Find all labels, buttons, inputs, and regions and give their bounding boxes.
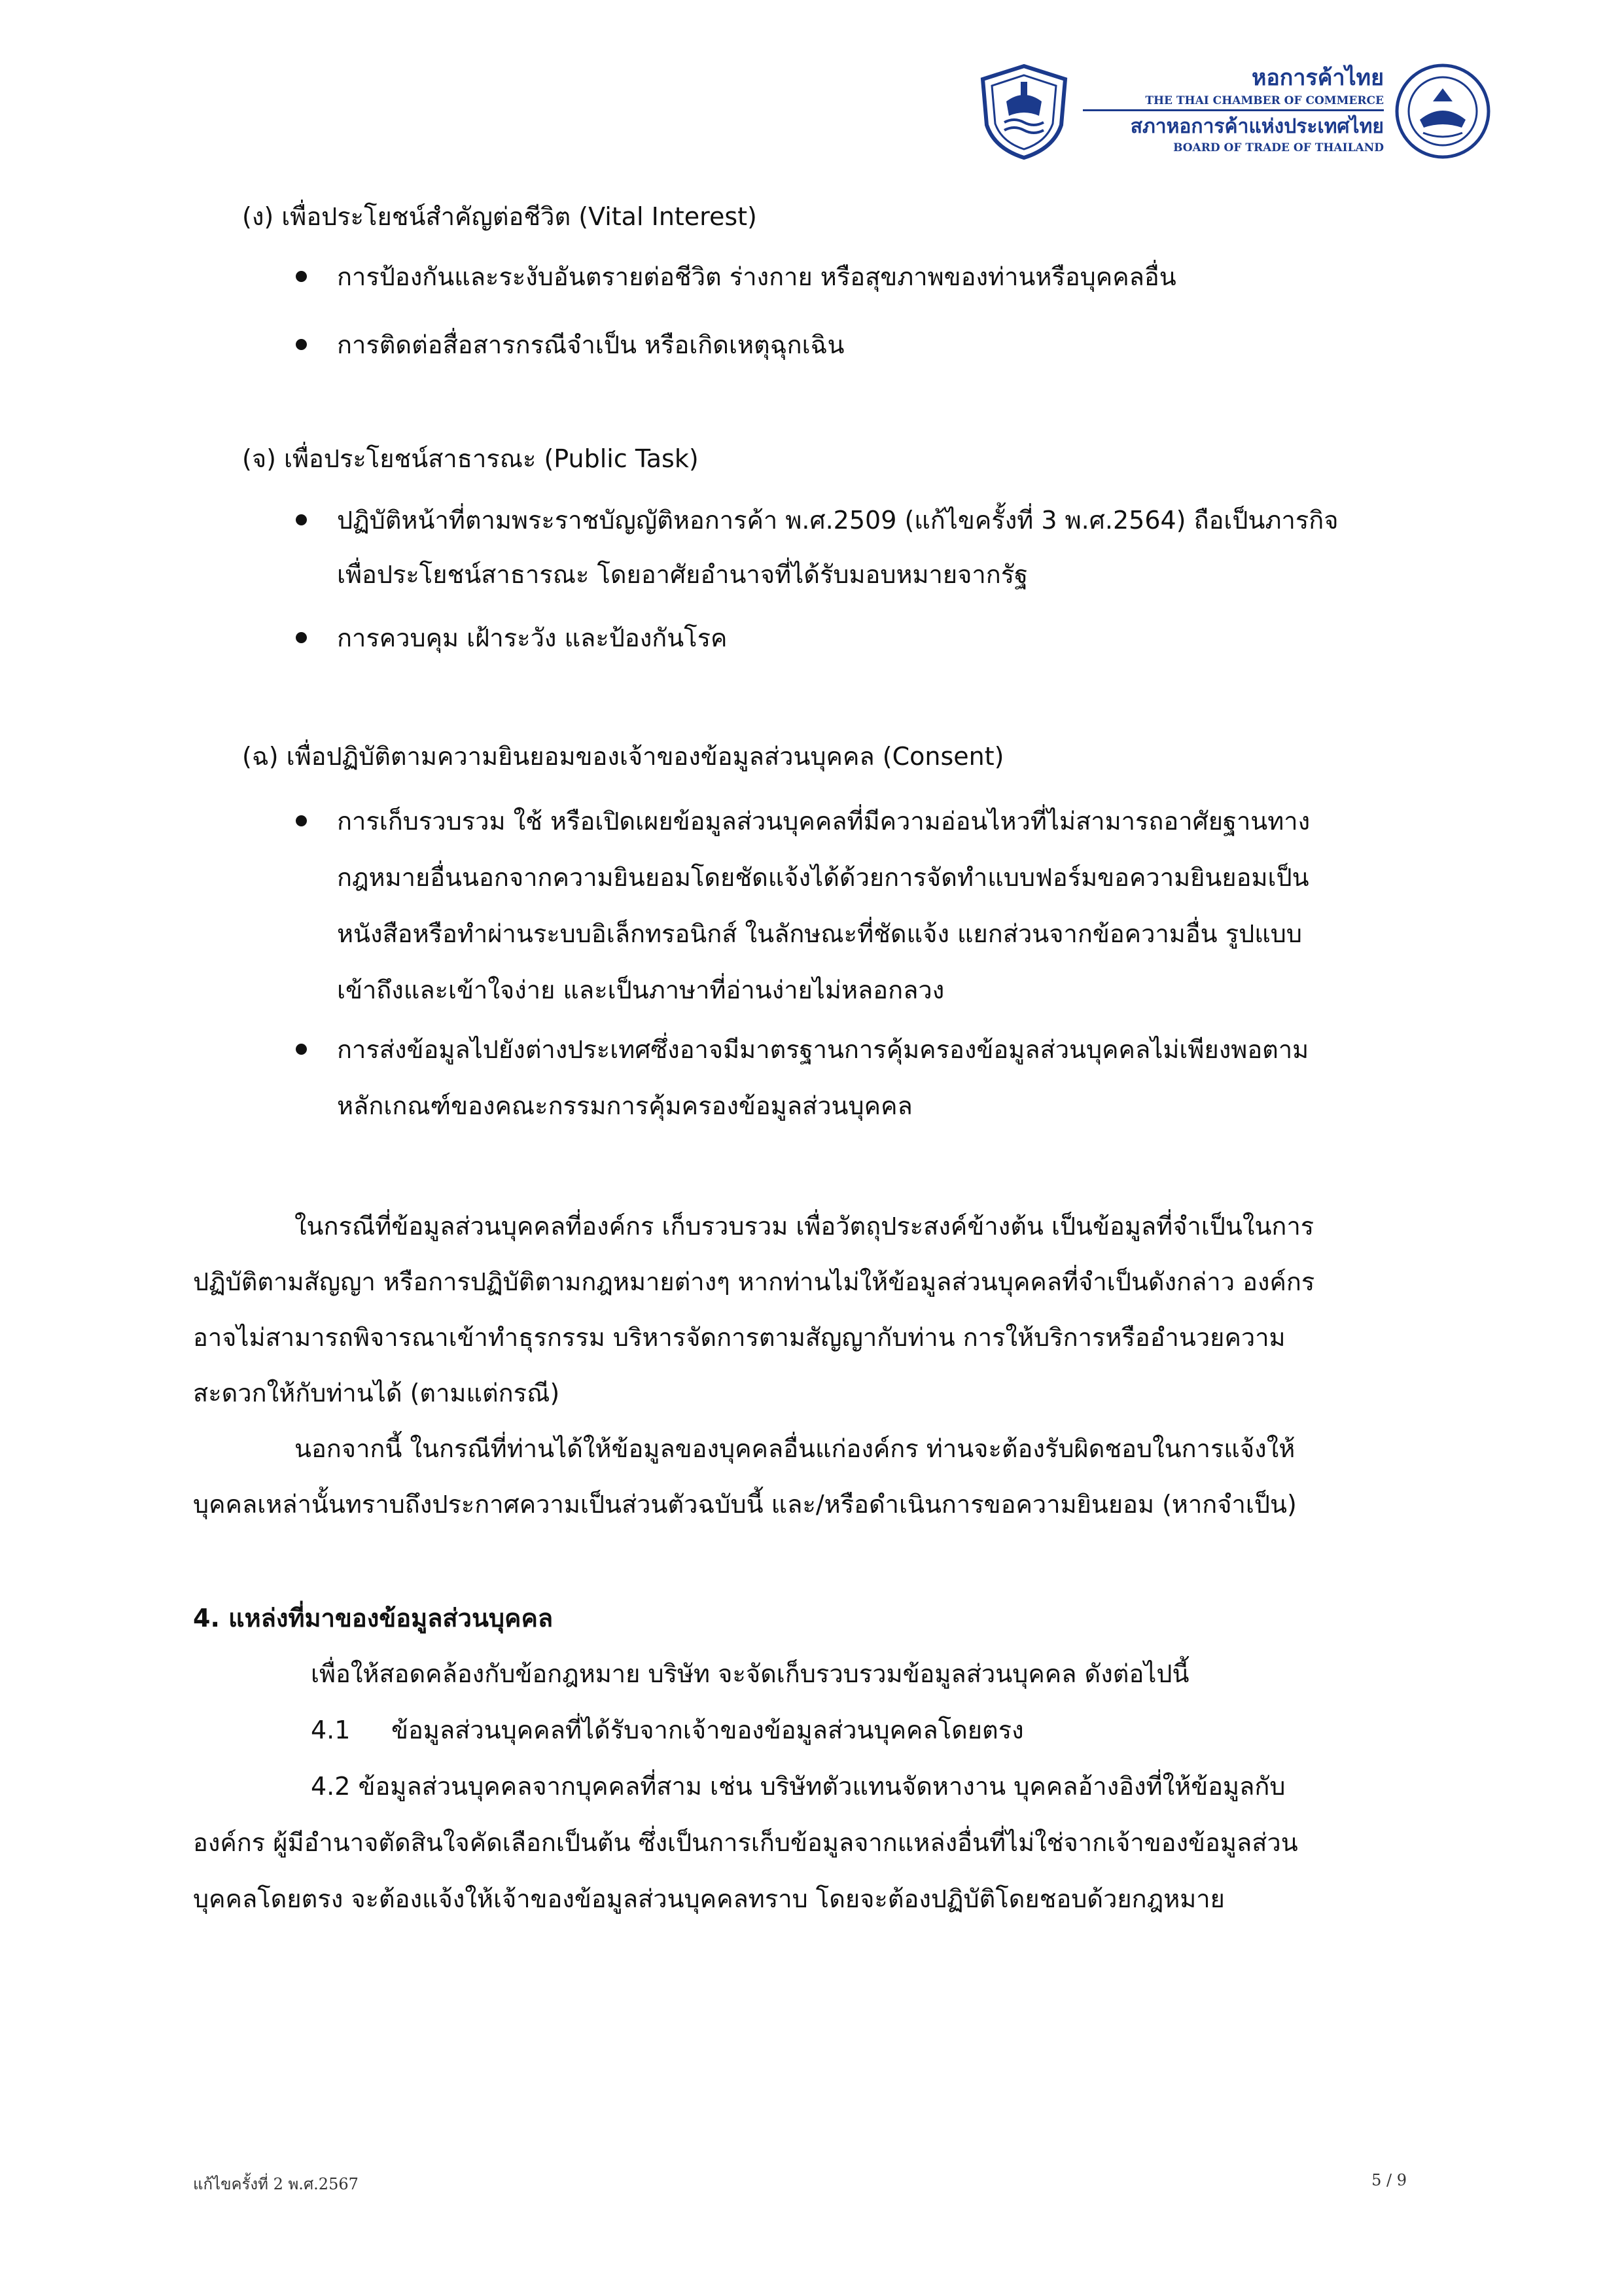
paragraph-1-line-2: ปฏิบัติตามสัญญา หรือการปฏิบัติตามกฎหมายต่างๆ หากท่านไม่ให้ข้อมูลส่วนบุคคลที่จำเป็นดังกล่าว องค์กร xyxy=(193,1267,1315,1296)
board-of-trade-round-logo xyxy=(1394,62,1492,160)
public-bullet-2: การควบคุม เฝ้าระวัง และป้องกันโรค xyxy=(337,624,728,652)
th-board-name: สภาหอการค้าแห่งประเทศไทย xyxy=(1130,115,1384,138)
header-logo-block xyxy=(975,62,1505,160)
en-chamber-name: THE THAI CHAMBER OF COMMERCE xyxy=(1145,94,1384,107)
public-bullet-1-line-2: เพื่อประโยชน์สาธารณะ โดยอาศัยอำนาจที่ได้รับมอบหมายจากรัฐ xyxy=(337,560,1029,589)
item-4-2-line-2: องค์กร ผู้มีอำนาจตัดสินใจคัดเลือกเป็นต้น ซึ่งเป็นการเก็บข้อมูลจากแหล่งอื่นที่ไม่ใช่จากเจ้าของข้อมูลส่วน xyxy=(193,1828,1298,1857)
item-4-2-line-3: บุคคลโดยตรง จะต้องแจ้งให้เจ้าของข้อมูลส่วนบุคคลทราบ โดยจะต้องปฏิบัติโดยชอบด้วยกฎหมาย xyxy=(193,1884,1225,1913)
section-4-intro: เพื่อให้สอดคล้องกับข้อกฎหมาย บริษัท จะจัดเก็บรวบรวมข้อมูลส่วนบุคคล ดังต่อไปนี้ xyxy=(311,1659,1190,1688)
th-chamber-name: หอการค้าไทย xyxy=(1251,65,1384,91)
vital-bullet-2: การติดต่อสื่อสารกรณีจำเป็น หรือเกิดเหตุฉุกเฉิน xyxy=(337,330,845,359)
paragraph-2-line-2: บุคคลเหล่านั้นทราบถึงประกาศความเป็นส่วนตัวฉบับนี้ และ/หรือดำเนินการขอความยินยอม (หากจำเป็น) xyxy=(193,1490,1297,1519)
bullet-icon xyxy=(296,339,307,350)
item-4-1-text: ข้อมูลส่วนบุคคลที่ได้รับจากเจ้าของข้อมูลส่วนบุคคลโดยตรง xyxy=(391,1716,1024,1744)
en-board-name: BOARD OF TRADE OF THAILAND xyxy=(1173,141,1384,154)
paragraph-1-line-1: ในกรณีที่ข้อมูลส่วนบุคคลที่องค์กร เก็บรวบรวม เพื่อวัตถุประสงค์ข้างต้น เป็นข้อมูลที่จำเป็นในการ xyxy=(294,1212,1314,1241)
consent-bullet-1-line-4: เข้าถึงและเข้าใจง่าย และเป็นภาษาที่อ่านง่ายไม่หลอกลวง xyxy=(337,976,945,1004)
footer-revision: แก้ไขครั้งที่ 2 พ.ศ.2567 xyxy=(193,2175,359,2193)
consent-bullet-1-line-3: หนังสือหรือทำผ่านระบบอิเล็กทรอนิกส์ ในลักษณะที่ชัดแจ้ง แยกส่วนจากข้อความอื่น รูปแบบ xyxy=(337,919,1302,948)
footer-page-number: 5 / 9 xyxy=(1371,2171,1407,2189)
section-public-heading: (จ) เพื่อประโยชน์สาธารณะ (Public Task) xyxy=(242,444,699,473)
header-divider xyxy=(1083,109,1384,111)
public-bullet-1-line-1: ปฏิบัติหน้าที่ตามพระราชบัญญัติหอการค้า พ.ศ.2509 (แก้ไขครั้งที่ 3 พ.ศ.2564) ถือเป็นภารกิจ xyxy=(337,506,1339,535)
consent-bullet-1-line-1: การเก็บรวบรวม ใช้ หรือเปิดเผยข้อมูลส่วนบุคคลที่มีความอ่อนไหวที่ไม่สามารถอาศัยฐานทาง xyxy=(337,807,1311,836)
consent-bullet-1-line-2: กฎหมายอื่นนอกจากความยินยอมโดยชัดแจ้งได้ด้วยการจัดทำแบบฟอร์มขอความยินยอมเป็น xyxy=(337,863,1309,892)
bullet-icon xyxy=(296,514,307,525)
paragraph-1-line-3: อาจไม่สามารถพิจารณาเข้าทำธุรกรรม บริหารจัดการตามสัญญากับท่าน การให้บริการหรืออำนวยความ xyxy=(193,1323,1286,1352)
paragraph-1-line-4: สะดวกให้กับท่านได้ (ตามแต่กรณี) xyxy=(193,1379,560,1407)
item-4-2-line-1: 4.2 ข้อมูลส่วนบุคคลจากบุคคลที่สาม เช่น บริษัทตัวแทนจัดหางาน บุคคลอ้างอิงที่ให้ข้อมูลกับ xyxy=(311,1772,1286,1801)
consent-bullet-2-line-1: การส่งข้อมูลไปยังต่างประเทศซึ่งอาจมีมาตรฐานการคุ้มครองข้อมูลส่วนบุคคลไม่เพียงพอตาม xyxy=(337,1035,1309,1064)
thai-chamber-shield-logo xyxy=(975,62,1073,160)
section-4-heading: 4. แหล่งที่มาของข้อมูลส่วนบุคคล xyxy=(193,1604,554,1633)
bullet-icon xyxy=(296,815,307,826)
section-vital-heading: (ง) เพื่อประโยชน์สำคัญต่อชีวิต (Vital Interest) xyxy=(242,202,757,231)
bullet-icon xyxy=(296,632,307,643)
bullet-icon xyxy=(296,1044,307,1055)
item-4-1-number: 4.1 xyxy=(311,1716,351,1744)
paragraph-2-line-1: นอกจากนี้ ในกรณีที่ท่านได้ให้ข้อมูลของบุคคลอื่นแก่องค์กร ท่านจะต้องรับผิดชอบในการแจ้งให้ xyxy=(294,1434,1296,1463)
bullet-icon xyxy=(296,271,307,282)
vital-bullet-1: การป้องกันและระงับอันตรายต่อชีวิต ร่างกาย หรือสุขภาพของท่านหรือบุคคลอื่น xyxy=(337,262,1176,291)
section-consent-heading: (ฉ) เพื่อปฏิบัติตามความยินยอมของเจ้าของข้อมูลส่วนบุคคล (Consent) xyxy=(242,742,1004,771)
consent-bullet-2-line-2: หลักเกณฑ์ของคณะกรรมการคุ้มครองข้อมูลส่วนบุคคล xyxy=(337,1091,913,1120)
